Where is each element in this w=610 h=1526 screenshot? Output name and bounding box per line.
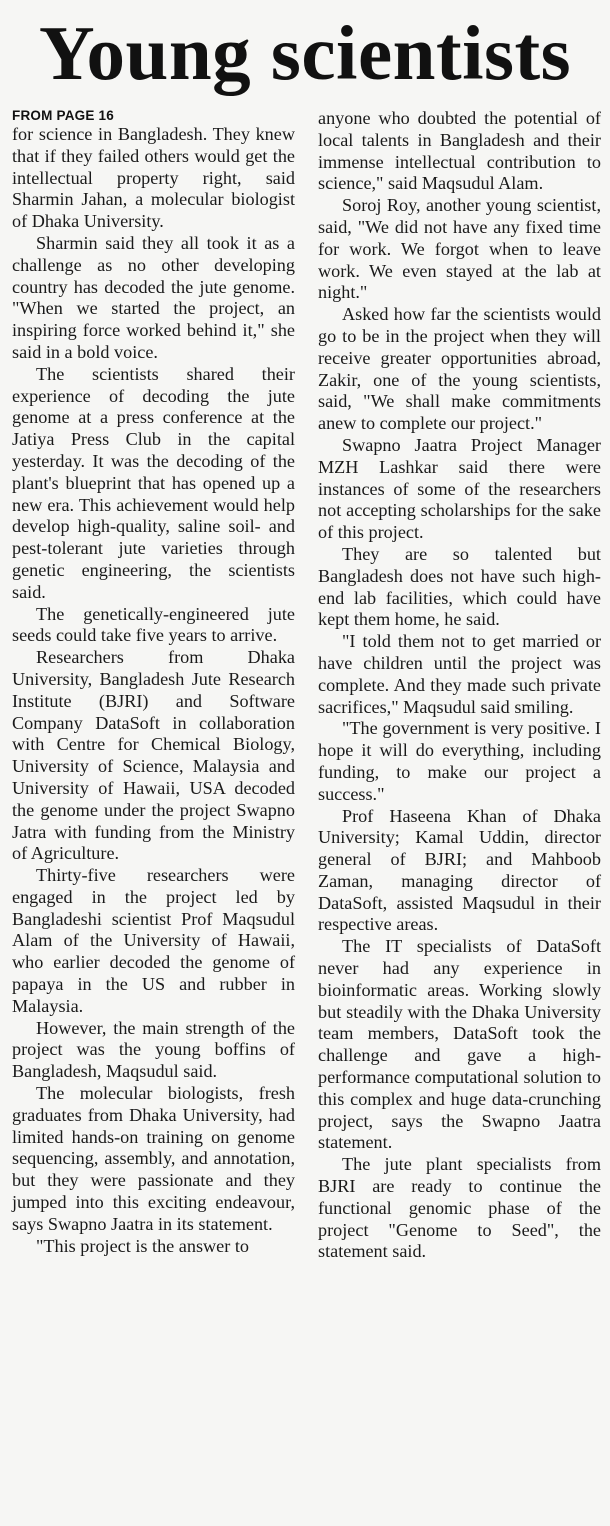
paragraph: The IT specialists of DataSoft never had any experience in bioinformatic areas. Working slowly but steadily with the Dhaka University team members, DataSoft took the challenge and gave a high-performance computational solution to this complex and huge data-crunching project, says the Swapno Jaatra statement. (318, 936, 601, 1153)
article-column-left (12, 108, 295, 1257)
paragraph: The scientists shared their experience of decoding the jute genome at a press conference at the Jatiya Press Club in the capital yesterday. It was the decoding of the plant's blueprint that has opened up a new era. This achievement would help develop high-quality, saline soil- and pest-tolerant jute varieties through genetic engineering, the scientists said. (12, 363, 295, 602)
continued-from-kicker: FROM PAGE 16 (12, 108, 114, 123)
paragraph: Researchers from Dhaka University, Bangladesh Jute Research Institute (BJRI) and Software Company DataSoft in collaboration with Centre for Chemical Biology, University of Science, Malaysia and University of Hawaii, USA decoded the genome under the project Swapno Jatra with funding from the Ministry of Agriculture. (12, 647, 295, 864)
paragraph: The jute plant specialists from BJRI are ready to continue the functional genomic phase of the project "Genome to Seed", the statement said. (318, 1154, 601, 1262)
paragraph: The genetically-engineered jute seeds could take five years to arrive. (12, 603, 295, 646)
paragraph: "The government is very positive. I hope it will do everything, including funding, to make our project a success." (318, 718, 601, 804)
paragraph: They are so talented but Bangladesh does not have such high-end lab facilities, which could have kept them home, he said. (318, 543, 601, 630)
paragraph: Swapno Jaatra Project Manager MZH Lashkar said there were instances of some of the researchers not accepting scholarships for the sake of this project. (318, 434, 601, 543)
paragraph: The molecular biologists, fresh graduates from Dhaka University, had limited hands-on training on genome sequencing, assembly, and annotation, but they were passionate and they jumped into this exciting endeavour, says Swapno Jaatra in its statement. (12, 1083, 295, 1234)
paragraph: However, the main strength of the project was the young boffins of Bangladesh, Maqsudul said. (12, 1017, 295, 1082)
paragraph: Asked how far the scientists would go to be in the project when they will receive greater opportunities abroad, Zakir, one of the young scientists, said, "We shall make commitments anew to complete our project." (318, 304, 601, 434)
paragraph: "This project is the answer to (36, 1235, 249, 1256)
paragraph: Soroj Roy, another young scientist, said, "We did not have any fixed time for work. We forgot when to leave work. We even stayed at the lab at night." (318, 195, 601, 303)
paragraph: Thirty-five researchers were engaged in the project led by Bangladeshi scientist Prof Maqsudul Alam of the University of Hawaii, who earlier decoded the genome of papaya in the US and rubber in Malaysia. (12, 865, 295, 1016)
paragraph: Sharmin said they all took it as a challenge as no other developing country has decoded the jute genome. "When we started the project, an inspiring force worked behind it," she said in a bold voice. (12, 232, 295, 362)
headline: Young scientists (38, 10, 572, 96)
paragraph: "I told them not to get married or have children until the project was complete. And they made such private sacrifices," Maqsudul said smiling. (318, 631, 601, 717)
paragraph: anyone who doubted the potential of local talents in Bangladesh and their immense intellectual contribution to science," said Maqsudul Alam. (318, 108, 601, 194)
article-column-right (318, 108, 601, 1263)
paragraph: Prof Haseena Khan of Dhaka University; Kamal Uddin, director general of BJRI; and Mahboob Zaman, managing director of DataSoft, assisted Maqsudul in their respective areas. (318, 805, 601, 935)
paragraph: for science in Bangladesh. They knew that if they failed others would get the intellectual property right, said Sharmin Jahan, a molecular biologist of Dhaka University. (12, 124, 295, 232)
